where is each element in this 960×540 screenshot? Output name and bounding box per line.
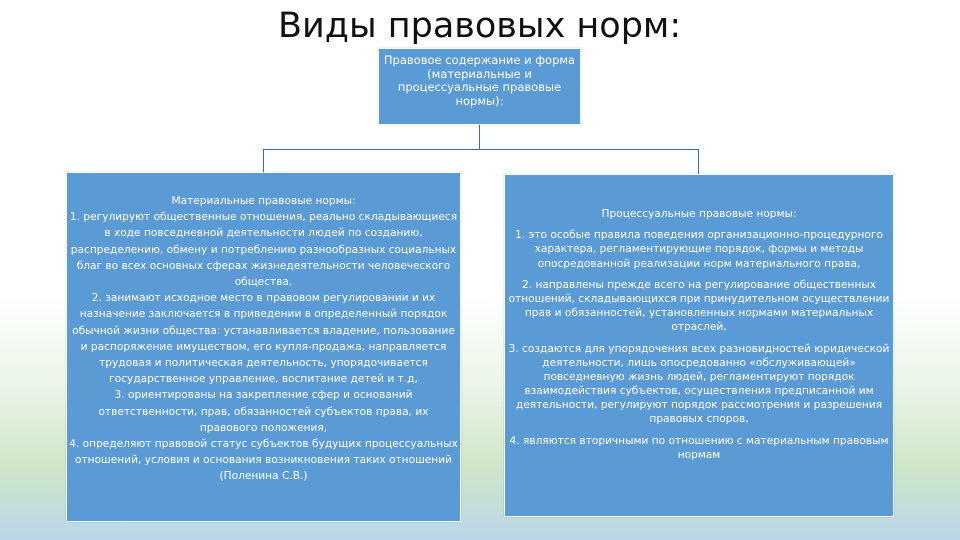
connector-root-down (479, 125, 480, 149)
connector-right-down (698, 149, 699, 174)
material-norms-box (66, 172, 461, 522)
procedural-norms-box (504, 174, 894, 517)
material-norms-item-2: 2. занимают исходное место в правовом регулировании и их назначение заключается в приведении в определенный порядок обычной жизни общества: устанавливается владение, пользование и распоряжение имуществом, его купля-продажа, направляется трудовая и политическая деятельность, упорядочивается государственное управление, воспитание детей и т.д, (72, 292, 455, 386)
connector-left-down (263, 149, 264, 172)
procedural-norms-item-1: 1. это особые правила поведения организационно-процедурного характера, регламентирующие порядок, формы и методы опосредованной реализации норм материального права, (515, 229, 883, 270)
material-norms-item-4: 4. определяют правовой статус субъектов будущих процессуальных отношений, условия и основания возникновения таких отношений (Поленина С.В.) (69, 438, 458, 483)
procedural-norms-item-2: 2. направлены прежде всего на регулирование общественных отношений, складывающихся при принудительном осуществлении прав и обязанностей, установленных нормами материальных отраслей, (508, 278, 890, 334)
material-norms-item-1: 1. регулируют общественные отношения, реально складывающиеся в ходе повседневной деятельности людей по созданию, распределению, обмену и потреблению разнообразных социальных благ во всех основных сферах жизнедеятельности человеческого общества, (69, 211, 458, 289)
material-norms-item-3: 3. ориентированы на закрепление сфер и оснований ответственности, прав, обязанностей субъектов права, их правового положения, (98, 389, 429, 434)
procedural-norms-item-3: 3. создаются для упорядочения всех разновидностей юридической деятельности, лишь опосредованно «обслуживающей» повседневную жизнь людей, регламентируют порядок взаимодействия субъектов, осуществления предписанной им деятельности, регулируют порядок рассмотрения и разрешения правовых споров, (508, 342, 890, 426)
root-node (378, 48, 581, 125)
slide-title: Виды правовых норм: (278, 6, 682, 46)
material-norms-heading: Материальные правовые нормы: (171, 195, 356, 207)
root-node-text: Правовое содержание и форма (материальные и процессуальные правовые нормы): (383, 53, 576, 108)
procedural-norms-item-4: 4. являются вторичными по отношению с материальным правовым нормам (509, 434, 889, 461)
procedural-norms-heading: Процессуальные правовые нормы: (601, 208, 797, 220)
connector-horizontal (263, 149, 699, 150)
